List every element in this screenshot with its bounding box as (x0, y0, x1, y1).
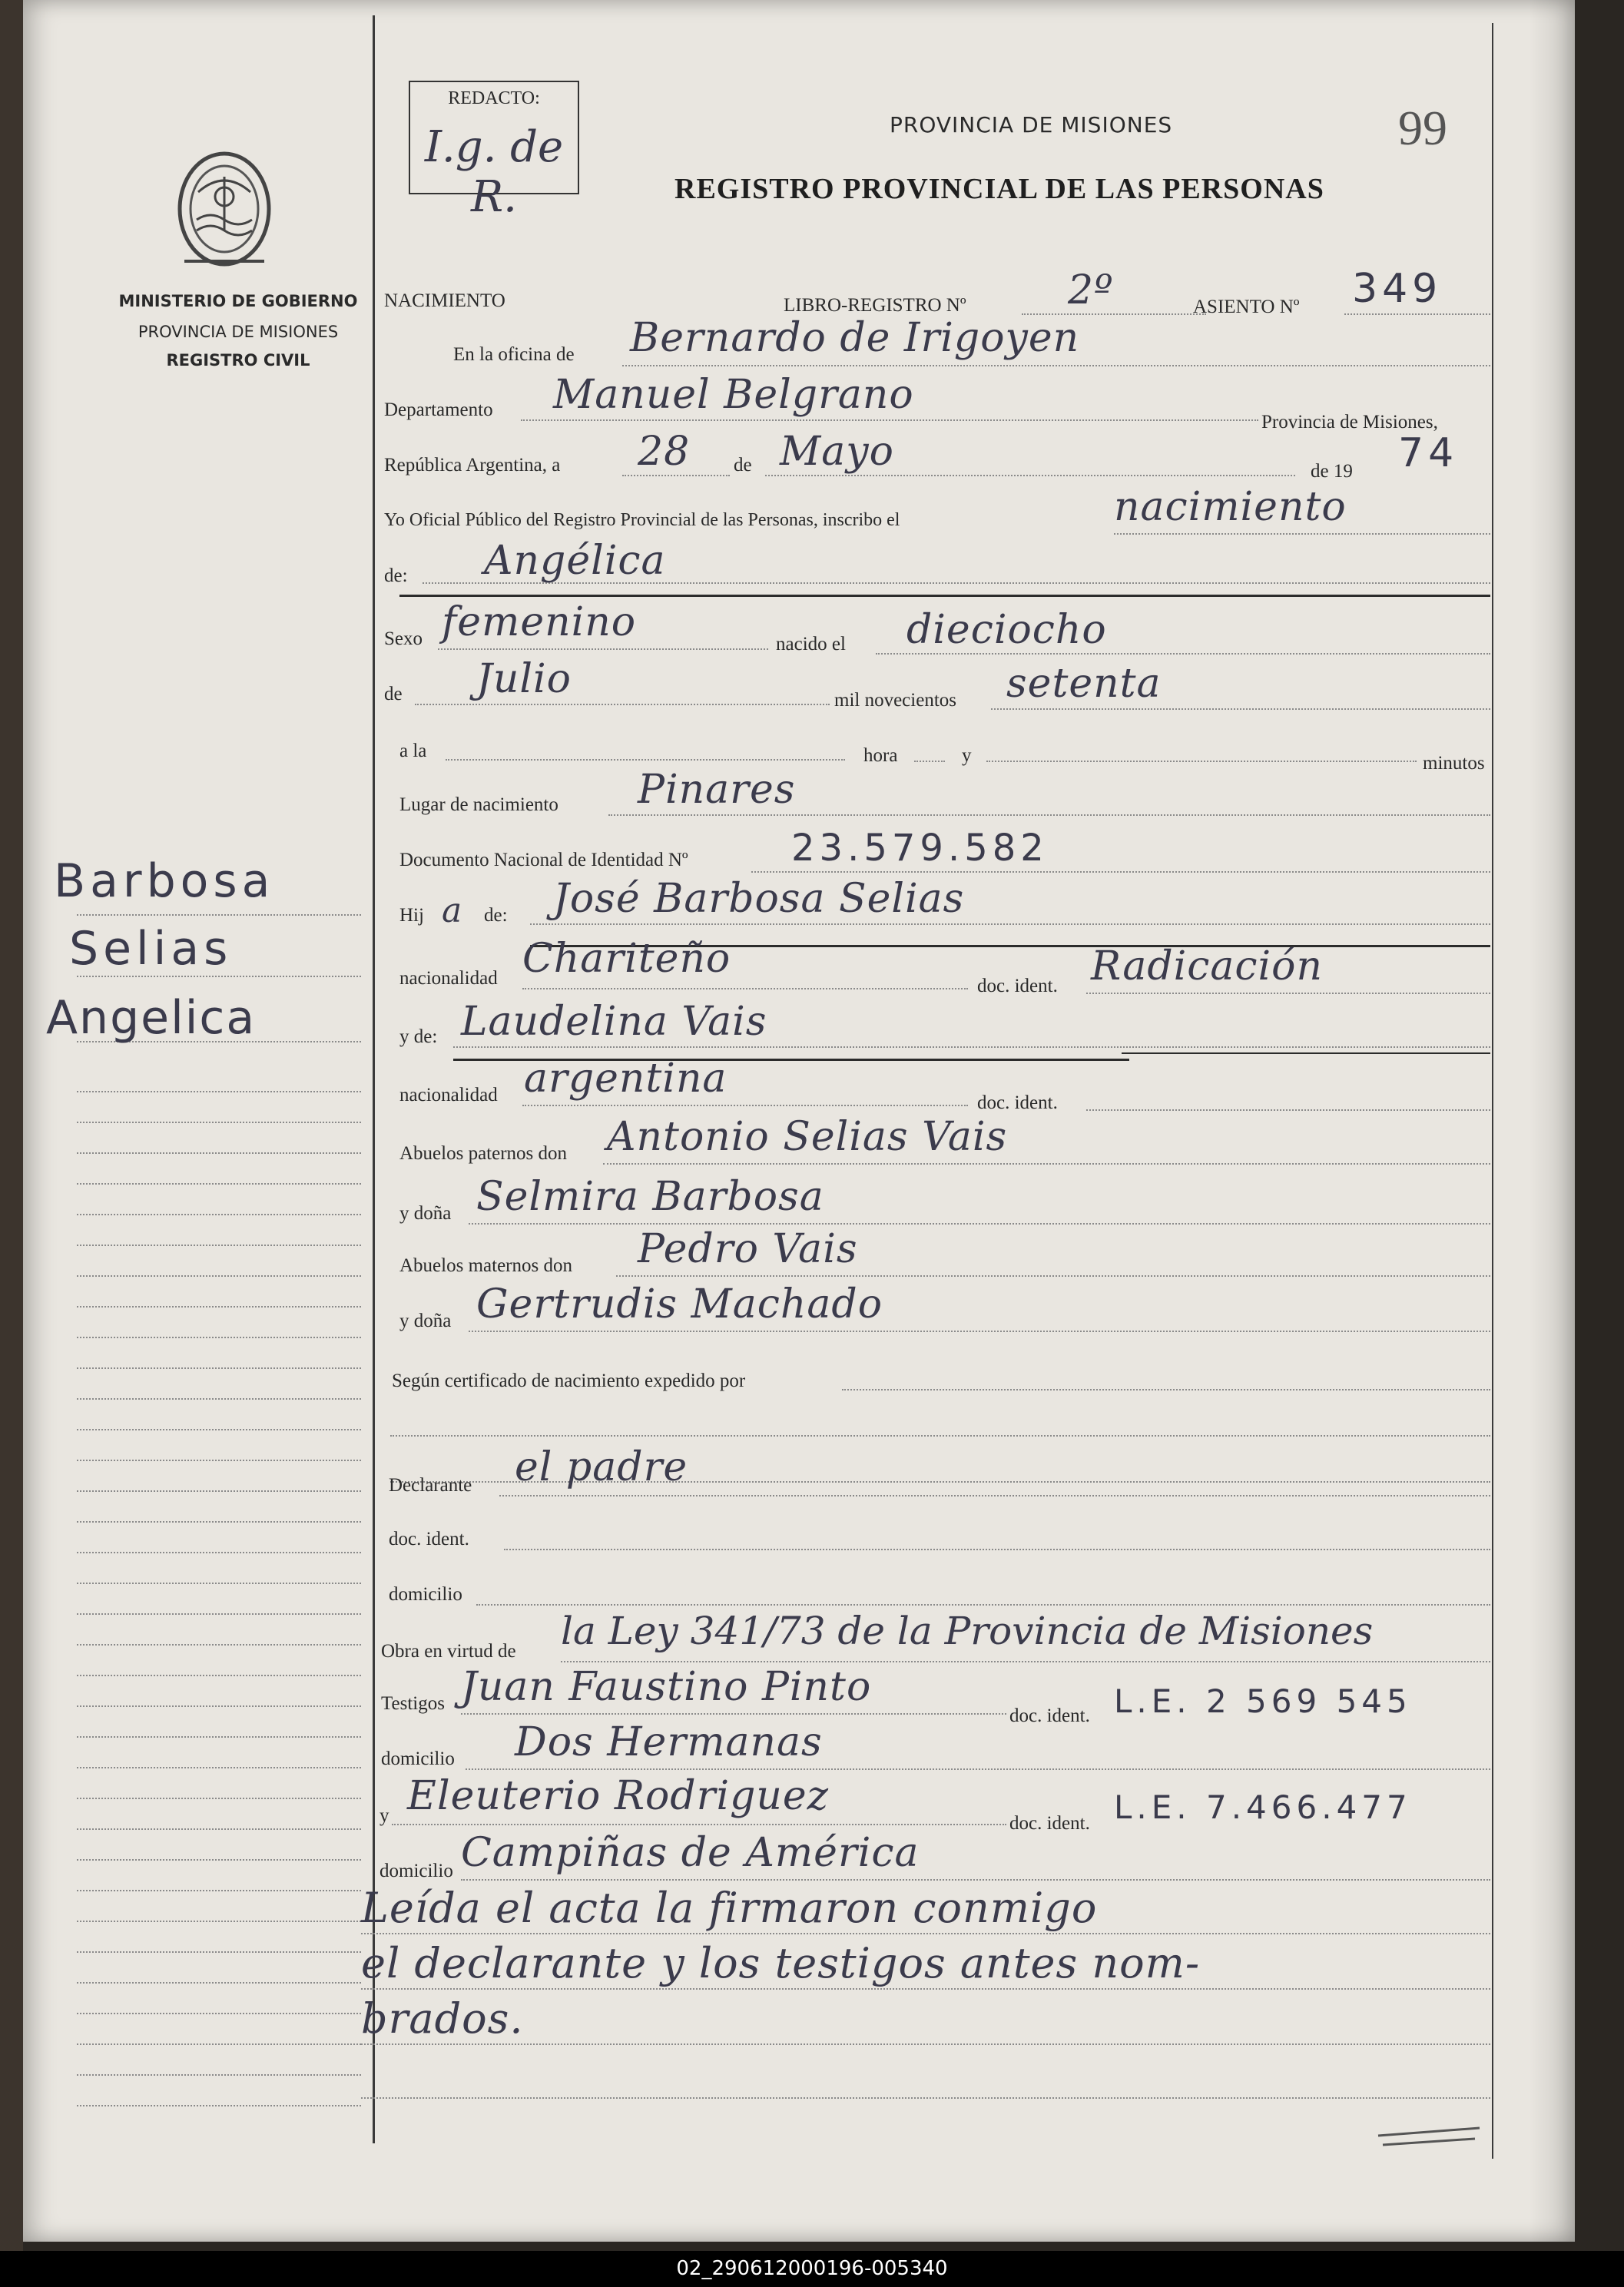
libro-label: LIBRO-REGISTRO Nº (784, 295, 966, 316)
page-number: 99 (1398, 101, 1447, 155)
de-mes-label: de (384, 684, 403, 704)
padre-nac-value: Chariteño (522, 936, 731, 982)
sexo-label: Sexo (384, 628, 423, 649)
abuelo-pat-value: Antonio Selias Vais (607, 1114, 1008, 1160)
testigo1-value: Juan Faustino Pinto (461, 1664, 872, 1710)
declarante-dom-label: domicilio (389, 1584, 462, 1605)
margin-note-surname1: Barbosa (54, 854, 275, 908)
minutos-line (986, 761, 1417, 762)
lugar-label: Lugar de nacimiento (399, 794, 558, 815)
declarante-dom-line (476, 1604, 1490, 1606)
oficial-line (1114, 533, 1490, 535)
ministry-province: PROVINCIA DE MISIONES (138, 323, 339, 341)
sexo-line (438, 648, 768, 650)
day-value: 28 (638, 429, 691, 475)
testigo2-line (392, 1824, 1006, 1825)
margin-note-given-name: Angelica (46, 991, 257, 1045)
ala-label: a la (399, 741, 427, 761)
declarante-value: el padre (515, 1444, 688, 1490)
testigo1-dom-label: domicilio (381, 1748, 455, 1769)
type-label: NACIMIENTO (384, 290, 505, 311)
oficial-text: Yo Oficial Público del Registro Provincial de las Personas, inscribo el (384, 510, 900, 530)
province-seal-icon (171, 146, 278, 277)
redacto-box (409, 81, 579, 222)
testigo2-y-label: y (379, 1805, 389, 1826)
departamento-value: Manuel Belgrano (553, 372, 914, 418)
padre-value: José Barbosa Selias (553, 876, 965, 922)
nacionalidad-label: nacionalidad (399, 968, 498, 989)
mil-line (991, 708, 1490, 710)
madre-doc-label: doc. ident. (977, 1092, 1058, 1113)
madre-nac-line (522, 1105, 968, 1106)
madre-underline-right (1122, 1052, 1490, 1054)
book-spine (0, 0, 23, 2251)
declarante-doc-label: doc. ident. (389, 1529, 469, 1550)
de-year-label: de 19 (1311, 461, 1353, 482)
doc-ident-label: doc. ident. (977, 976, 1058, 996)
testigo2-dom-label: domicilio (379, 1861, 453, 1881)
ydona-mat-label: y doña (399, 1311, 452, 1331)
libro-value: 2º (1068, 267, 1114, 313)
province-heading: PROVINCIA DE MISIONES (890, 112, 1173, 138)
closing-text-2: el declarante y los testigos antes nom- (361, 1939, 1201, 1987)
testigo2-dom-line (461, 1879, 1490, 1881)
register-page (23, 0, 1575, 2242)
padre-doc-line (1086, 993, 1490, 994)
closing-text-3: brados. (361, 1994, 524, 2043)
closing-line-1 (361, 1933, 1490, 1934)
madre-line (453, 1046, 1490, 1048)
nacido-value: dieciocho (906, 607, 1107, 653)
de-colon-label: de: (384, 565, 408, 586)
testigo1-doc-label: doc. ident. (1009, 1705, 1090, 1726)
testigo1-dom-value: Dos Hermanas (515, 1719, 823, 1765)
de-label: de (734, 455, 752, 476)
declarante-label: Declarante (389, 1475, 472, 1496)
nombre-underline (399, 595, 1490, 597)
oficina-value: Bernardo de Irigoyen (630, 315, 1080, 361)
month-line (765, 475, 1295, 476)
asiento-label: ASIENTO Nº (1193, 297, 1300, 317)
mil-value: setenta (1006, 661, 1162, 707)
closing-line-2 (361, 1988, 1490, 1990)
abuelo-mat-value: Pedro Vais (638, 1226, 858, 1272)
republica-label: República Argentina, a (384, 455, 561, 476)
year-value: 74 (1398, 430, 1459, 476)
hora-line (914, 761, 945, 762)
ministry-name: MINISTERIO DE GOBIERNO (118, 292, 358, 310)
asiento-value: 349 (1352, 266, 1443, 312)
oficina-label: En la oficina de (453, 344, 575, 365)
segun-line (842, 1389, 1490, 1390)
nacido-label: nacido el (776, 634, 846, 655)
oficial-value: nacimiento (1114, 484, 1347, 530)
abuela-mat-line (469, 1331, 1490, 1332)
file-id-label: 02_290612000196-005340 (676, 2257, 948, 2280)
abuelos-pat-label: Abuelos paternos don (399, 1143, 568, 1164)
ministry-registry: REGISTRO CIVIL (166, 351, 310, 370)
hora-label: hora (863, 745, 898, 766)
testigo2-dom-value: Campiñas de América (461, 1830, 920, 1876)
madre-value: Laudelina Vais (461, 999, 767, 1045)
abuela-pat-line (469, 1223, 1490, 1225)
testigo1-line (461, 1713, 1006, 1715)
closing-strike-marks (1375, 2120, 1483, 2151)
ala-line (446, 759, 845, 761)
testigo1-dom-line (466, 1768, 1490, 1770)
margin-note-surname2: Selias (69, 922, 233, 976)
day-line (622, 475, 730, 476)
nombre-value: Angélica (484, 538, 666, 584)
provincia-suffix: Provincia de Misiones, (1261, 412, 1438, 433)
dni-line (751, 871, 1490, 873)
month-value: Mayo (780, 429, 894, 475)
declarante-line (499, 1495, 1490, 1496)
right-rule (1492, 23, 1493, 2159)
closing-text-1: Leída el acta la firmaron conmigo (361, 1884, 1098, 1932)
page-shadow (1529, 0, 1575, 2242)
mes-value: Julio (476, 656, 572, 702)
madre-nac-value: argentina (524, 1056, 727, 1102)
hija-de-label: de: (484, 905, 508, 926)
nacido-line (876, 653, 1490, 655)
closing-line-4 (361, 2097, 1490, 2099)
registry-heading: REGISTRO PROVINCIAL DE LAS PERSONAS (674, 173, 1324, 205)
testigo2-doc-label: doc. ident. (1009, 1813, 1090, 1834)
declarante-doc-line (504, 1549, 1490, 1550)
lugar-line (608, 814, 1490, 816)
redacto-label: REDACTO: (448, 88, 540, 108)
departamento-line (521, 419, 1258, 421)
padre-line (530, 923, 1490, 925)
segun-line-2 (390, 1435, 1490, 1437)
abuelos-mat-label: Abuelos maternos don (399, 1255, 572, 1276)
segun-label: Según certificado de nacimiento expedido por (392, 1371, 746, 1391)
obra-value: la Ley 341/73 de la Provincia de Misiones (561, 1609, 1374, 1653)
obra-line (561, 1661, 1490, 1662)
dni-label: Documento Nacional de Identidad Nº (399, 850, 688, 870)
testigo2-value: Eleuterio Rodriguez (407, 1773, 830, 1819)
sexo-value: femenino (442, 599, 637, 645)
yde-label: y de: (399, 1026, 438, 1047)
madre-nac-label: nacionalidad (399, 1085, 498, 1105)
ydona-pat-label: y doña (399, 1203, 452, 1224)
abuela-pat-value: Selmira Barbosa (476, 1174, 824, 1220)
minutos-label: minutos (1423, 753, 1485, 774)
testigo2-doc-value: L.E. 7.466.477 (1114, 1788, 1412, 1826)
dni-value: 23.579.582 (791, 827, 1049, 870)
mes-line (415, 704, 830, 705)
hija-suffix: a (442, 891, 463, 930)
abuelo-pat-line (603, 1163, 1490, 1165)
testigos-label: Testigos (381, 1693, 445, 1714)
obra-label: Obra en virtud de (381, 1641, 516, 1662)
asiento-line (1344, 313, 1490, 315)
mil-label: mil novecientos (834, 690, 956, 711)
testigo1-doc-value: L.E. 2 569 545 (1114, 1682, 1412, 1720)
padre-nac-line (522, 988, 968, 989)
abuela-mat-value: Gertrudis Machado (476, 1281, 883, 1327)
padre-doc-value: Radicación (1091, 943, 1323, 989)
redacto-value: I.g. de R. (424, 122, 564, 222)
departamento-label: Departamento (384, 399, 493, 420)
madre-doc-line (1086, 1109, 1490, 1111)
hija-label: Hij (399, 905, 424, 926)
abuelo-mat-line (616, 1275, 1490, 1277)
lugar-value: Pinares (638, 767, 796, 813)
closing-line-3 (361, 2043, 1490, 2045)
y-label: y (962, 745, 972, 766)
oficina-line (622, 365, 1490, 366)
